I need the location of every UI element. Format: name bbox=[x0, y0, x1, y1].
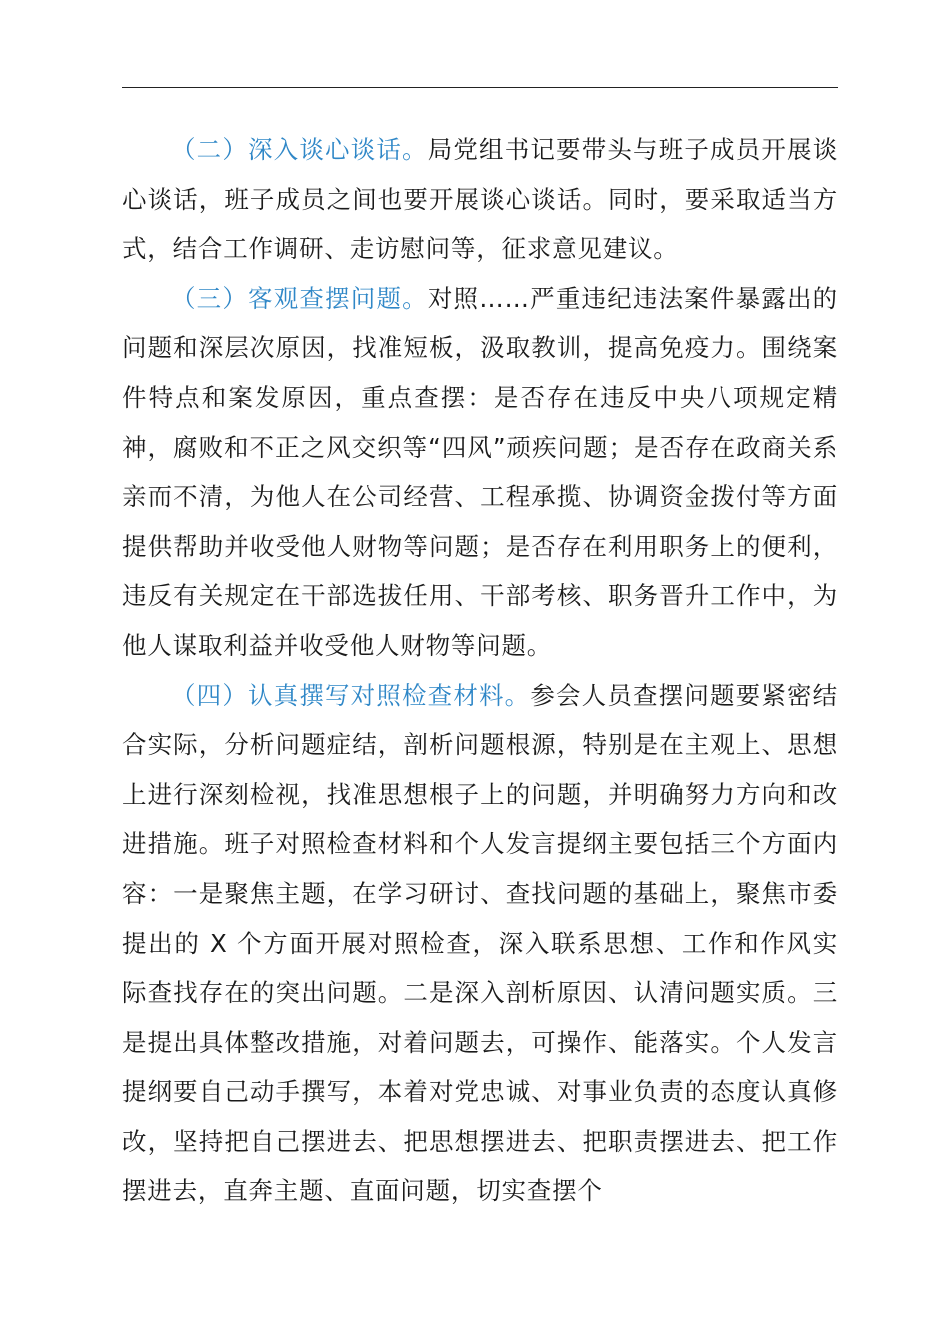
section-3-paragraph bbox=[122, 274, 838, 671]
section-4-body: 参会人员查摆问题要紧密结合实际，分析问题症结，剖析问题根源，特别是在主观上、思想上进行深刻检视，找准思想根子上的问题，并明确努力方向和改进措施。班子对照检查材料和个人发言提纲主要包括三个方面内容：一是聚焦主题，在学习研讨、查找问题的基础上，聚焦市委提出的 X 个方面开展对照检查，深入联系思想、工作和作风实际查找存在的突出问题。二是深入剖析原因、认清问题实质。三是提出具体整改措施，对着问题去，可操作、能落实。个人发言提纲要自己动手撰写，本着对党忠诚、对事业负责的态度认真修改，坚持把自己摆进去、把思想摆进去、把职责摆进去、把工作摆进去，直奔主题、直面问题，切实查摆个 bbox=[122, 680, 838, 1206]
section-2-paragraph bbox=[122, 125, 838, 274]
header-rule bbox=[122, 87, 838, 88]
section-2-body: 局党组书记要带头与班子成员开展谈心谈话，班子成员之间也要开展谈心谈话。同时，要采取适当方式，结合工作调研、走访慰问等，征求意见建议。 bbox=[122, 135, 838, 264]
section-3-body: 对照……严重违纪违法案件暴露出的问题和深层次原因，找准短板，汲取教训，提高免疫力。围绕案件特点和案发原因，重点查摆：是否存在违反中央八项规定精神，腐败和不正之风交织等“四风”顽疾问题；是否存在政商关系亲而不清，为他人在公司经营、工程承揽、协调资金拨付等方面提供帮助并收受他人财物等问题；是否存在利用职务上的便利，违反有关规定在干部选拔任用、干部考核、职务晋升工作中，为他人谋取利益并收受他人财物等问题。 bbox=[122, 283, 838, 660]
section-3-heading: （三）客观查摆问题。 bbox=[171, 283, 428, 313]
section-4-paragraph bbox=[122, 671, 838, 1217]
document-body bbox=[122, 125, 838, 1216]
section-4-heading: （四）认真撰写对照检查材料。 bbox=[171, 680, 531, 710]
section-2-heading: （二）深入谈心谈话。 bbox=[171, 135, 428, 164]
